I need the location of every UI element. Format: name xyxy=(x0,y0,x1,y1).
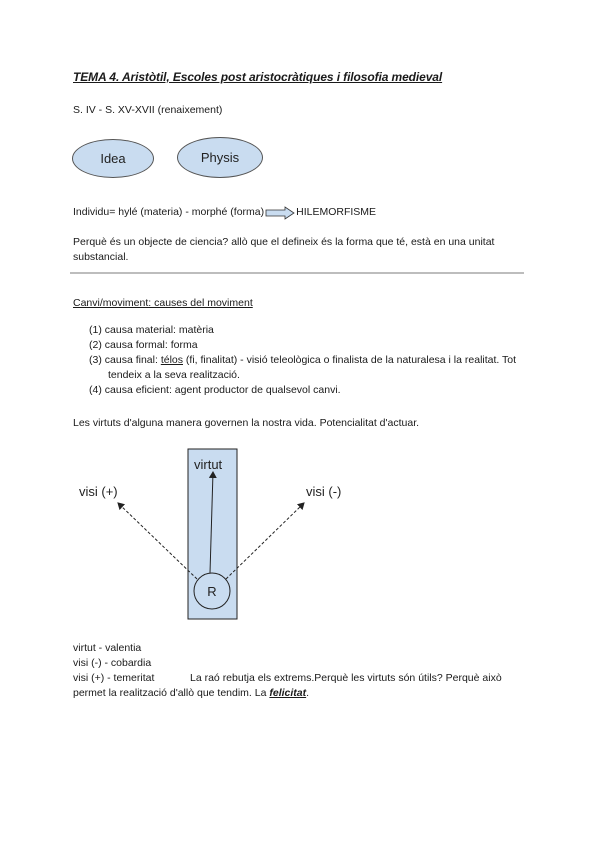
visi-minus-label: visi (-) xyxy=(306,484,342,499)
definition-1: virtut - valentia xyxy=(73,642,142,654)
idea-label: Idea xyxy=(100,151,126,166)
divider xyxy=(70,272,524,274)
felicitat-term: felicitat xyxy=(269,687,307,699)
right-arrow-icon xyxy=(265,206,295,220)
conclusion-line-1: La raó rebutja els extrems.Perquè les virtuts són útils? Perquè això xyxy=(190,672,502,684)
period-text: S. IV - S. XV-XVII (renaixement) xyxy=(73,104,223,116)
conclusion-line-2: permet la realització d'allò que tendim. La felicitat. xyxy=(73,687,310,699)
virtues-intro: Les virtuts d'alguna manera governen la nostra vida. Potencialitat d'actuar. xyxy=(73,417,420,429)
virtue-diagram xyxy=(60,445,380,625)
list-item: (2) causa formal: forma xyxy=(89,339,198,351)
physis-ellipse xyxy=(177,137,263,178)
visi-plus-label: visi (+) xyxy=(79,484,118,499)
definition-2: visi (-) - cobardia xyxy=(73,657,152,669)
causes-list xyxy=(89,323,539,398)
question-text: Perquè és un objecte de ciencia? allò que el defineix és la forma que té, està en una unitat substancial. xyxy=(73,236,495,263)
physis-label: Physis xyxy=(200,150,240,165)
virtut-label: virtut xyxy=(194,457,223,472)
arrow-left xyxy=(118,503,197,579)
individu-line xyxy=(73,205,376,220)
idea-ellipse xyxy=(72,139,154,178)
list-item: (1) causa material: matèria xyxy=(89,324,214,336)
hilemorfisme-text: HILEMORFISME xyxy=(296,206,377,218)
individu-text: Individu= hylé (materia) - morphé (forma) xyxy=(73,206,265,218)
list-item: (3) causa final: télos (fi, finalitat) - visió teleològica o finalista de la naturalesa i la realitat. Tot tendeix a la seva realització. xyxy=(89,354,517,381)
list-item: (4) causa eficient: agent productor de qualsevol canvi. xyxy=(89,384,341,396)
definition-3: visi (+) - temeritat xyxy=(73,672,155,684)
reason-label: R xyxy=(207,584,217,599)
page-title: TEMA 4. Aristòtil, Escoles post aristocràtiques i filosofia medieval xyxy=(73,70,443,84)
arrow-right xyxy=(226,503,304,579)
telos-term: télos xyxy=(160,354,183,366)
section-heading: Canvi/moviment: causes del moviment xyxy=(73,297,253,309)
